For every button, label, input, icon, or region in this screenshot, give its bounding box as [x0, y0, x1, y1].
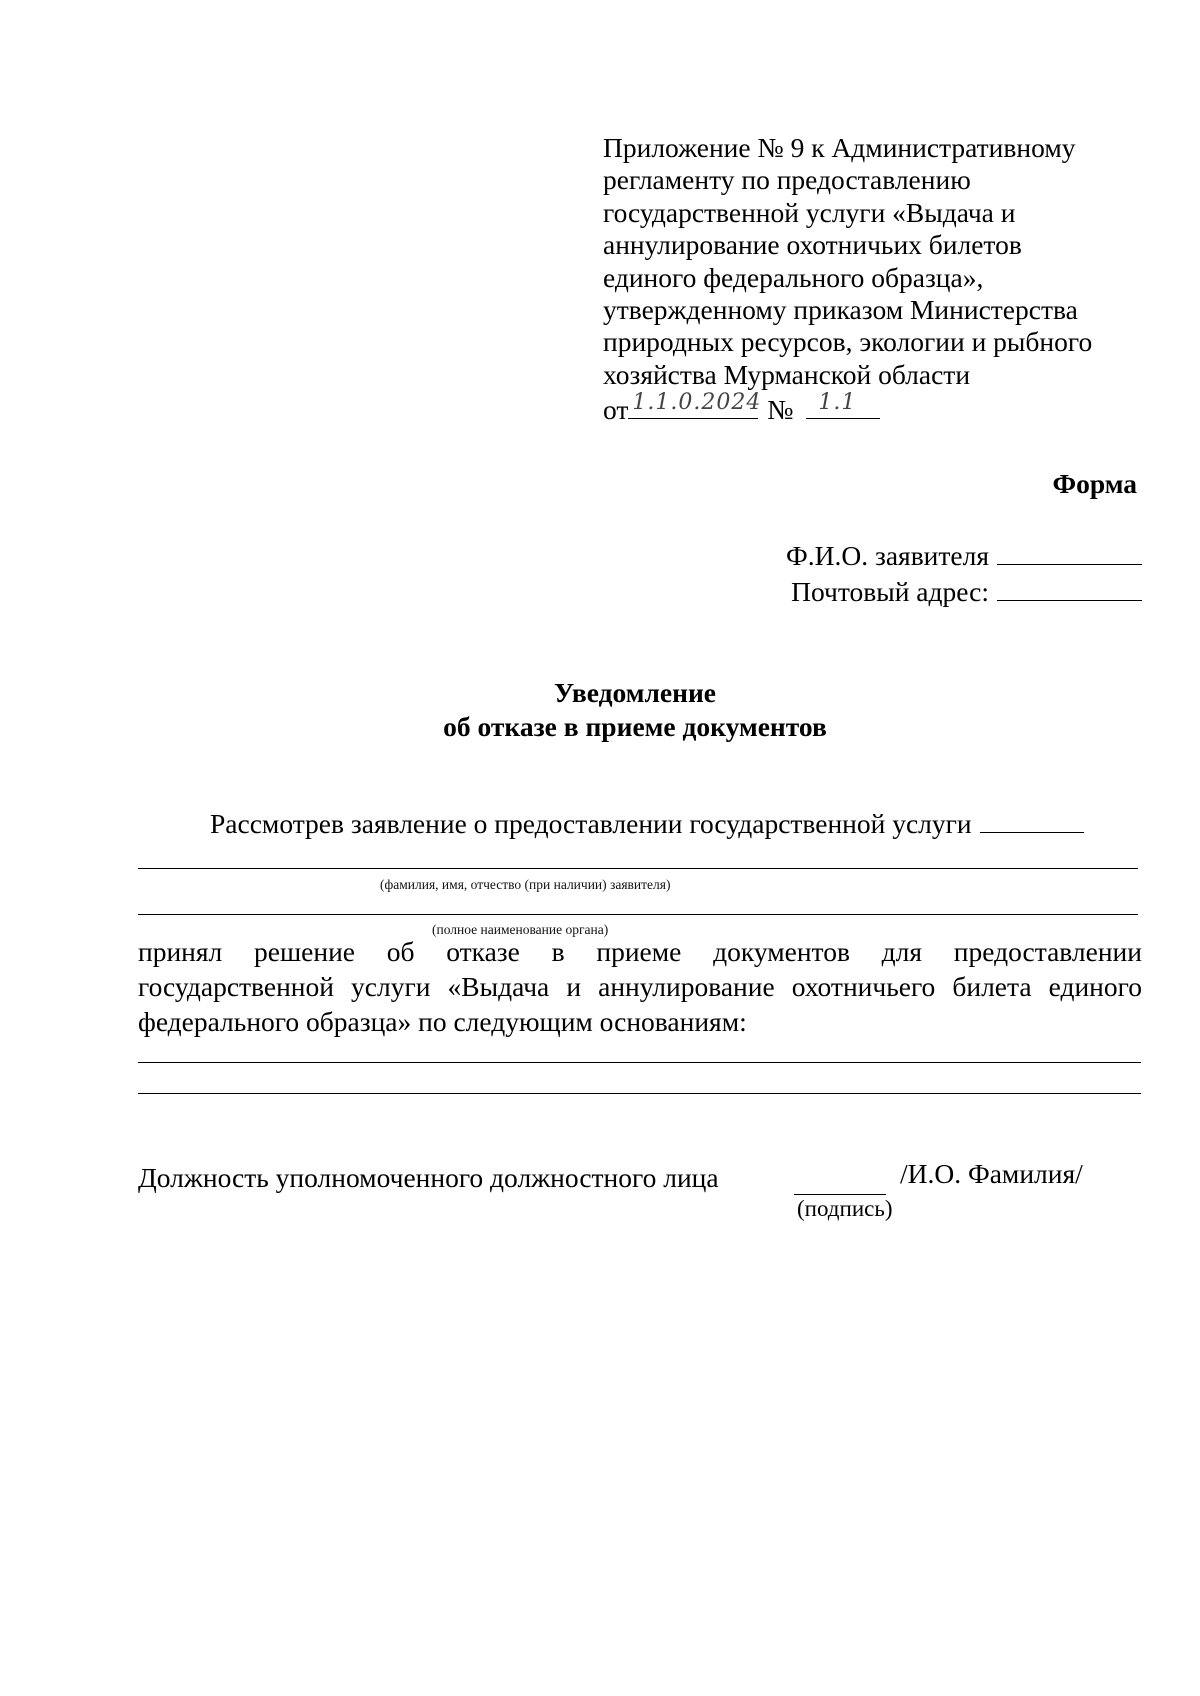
handwritten-number: 1.1: [818, 390, 857, 416]
title-line-1: Уведомление: [553, 677, 717, 708]
paragraph-line: принял решение об отказе в приеме документов для предоставлении: [138, 936, 1142, 967]
official-position-label: Должность уполномоченного должностного лица: [138, 1162, 719, 1193]
document-title: [0, 676, 1200, 744]
authority-rule[interactable]: [138, 914, 1138, 915]
applicant-name-field[interactable]: [997, 537, 1142, 565]
decision-paragraph: [138, 934, 1142, 1039]
number-label: №: [767, 394, 794, 426]
grounds-rule-2[interactable]: [138, 1093, 1141, 1094]
title-line-2: об отказе в приеме документов: [443, 711, 827, 742]
appendix-line: природных ресурсов, экологии и рыбного: [603, 326, 1093, 358]
date-prefix: от: [603, 394, 629, 426]
official-name-label: /И.О. Фамилия/: [900, 1158, 1083, 1189]
appendix-line: утвержденному приказом Министерства: [603, 294, 1078, 326]
appendix-line: аннулирование охотничьих билетов: [603, 229, 1022, 261]
handwritten-date: 1.1.0.2024: [632, 390, 762, 416]
number-blank: [806, 391, 880, 419]
appendix-line: единого федерального образца»,: [603, 261, 984, 293]
grounds-rule-1[interactable]: [138, 1062, 1141, 1063]
form-label: Форма: [1052, 468, 1137, 499]
appendix-date-line: [603, 391, 1092, 426]
paragraph-line: государственной услуги «Выдача и аннулирование охотничьего билета единого: [138, 971, 1142, 1002]
applicant-name-label: Ф.И.О. заявителя: [786, 540, 989, 571]
intro-line: [210, 805, 1084, 840]
caption-authority: (полное наименование органа): [432, 922, 609, 937]
intro-text: Рассмотрев заявление о предоставлении государственной услуги: [210, 808, 972, 839]
applicant-address-label: Почтовый адрес:: [791, 576, 989, 607]
applicant-name-row: [786, 537, 1142, 573]
appendix-line: регламенту по предоставлению: [603, 164, 971, 196]
paragraph-line: федерального образца» по следующим основаниям:: [138, 1006, 747, 1037]
applicant-block: [786, 537, 1142, 609]
appendix-line: Приложение № 9 к Административному: [603, 132, 1076, 163]
date-blank: [628, 390, 762, 419]
applicant-address-row: [786, 573, 1142, 609]
applicant-fullname-rule[interactable]: [138, 868, 1138, 869]
appendix-line: хозяйства Мурманской области: [603, 358, 971, 390]
caption-applicant: (фамилия, имя, отчество (при наличии) заявителя): [380, 877, 671, 892]
applicant-address-field[interactable]: [997, 573, 1142, 601]
signature-caption: (подпись): [797, 1196, 893, 1221]
appendix-block: [603, 132, 1092, 427]
appendix-line: государственной услуги «Выдача и: [603, 196, 1016, 228]
service-field[interactable]: [980, 805, 1084, 833]
signature-field[interactable]: [794, 1194, 886, 1195]
